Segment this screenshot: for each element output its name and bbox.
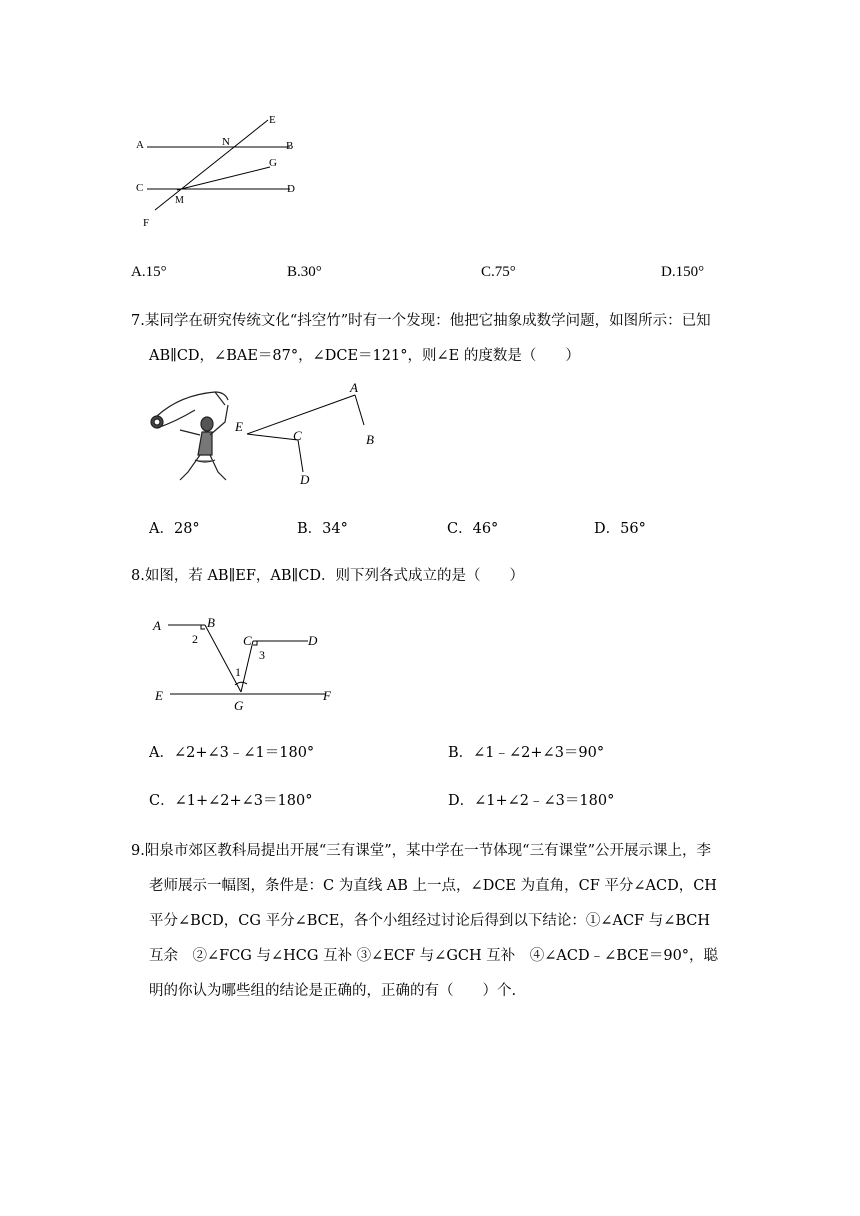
q7-option-b: B．34° <box>297 521 348 537</box>
q8-label-1: 1 <box>235 665 241 679</box>
q8-label-3: 3 <box>259 648 265 662</box>
q6-figure <box>125 110 315 235</box>
q8-figure <box>150 610 350 715</box>
q9-stem-line4: 互余 ②∠FCG 与∠HCG 互补 ③∠ECF 与∠GCH 互补 ④∠ACD﹣∠BCE＝90°，聪 <box>149 948 719 964</box>
q7-label-C: C <box>293 428 302 443</box>
kongzhu-dancer-illustration <box>151 392 228 480</box>
q8-label-A: A <box>153 618 161 633</box>
q7-option-c: C．46° <box>447 521 499 537</box>
q7-figure <box>140 380 390 495</box>
q9-stem-line2: 老师展示一幅图，条件是：C 为直线 AB 上一点，∠DCE 为直角，CF 平分∠ACD，CH <box>149 878 717 894</box>
q6-label-M: M <box>175 195 184 206</box>
q6-option-a: A.15° <box>131 264 167 280</box>
q7-option-d: D．56° <box>594 521 646 537</box>
q8-label-B: B <box>207 615 215 630</box>
q7-stem-line2: AB∥CD，∠BAE＝87°，∠DCE＝121°，则∠E 的度数是（ ） <box>149 348 580 364</box>
q6-label-N: N <box>222 136 230 148</box>
q7-label-B: B <box>366 432 374 447</box>
q6-label-G: G <box>269 157 277 169</box>
q8-label-F: F <box>323 688 331 703</box>
q7-stem <box>131 304 731 374</box>
q6-label-D: D <box>287 183 295 195</box>
q6-label-E: E <box>269 114 276 126</box>
q9-stem-line1: 9.阳泉市郊区教科局提出开展“三有课堂”，某中学在一节体现“三有课堂”公开展示课上，李 <box>131 843 711 859</box>
q8-option-b: B．∠1﹣∠2+∠3＝90° <box>448 745 605 761</box>
q7-label-A: A <box>350 380 358 395</box>
q7-label-D: D <box>300 472 310 487</box>
q6-label-C: C <box>136 182 144 194</box>
q7-stem-line1: 7.某同学在研究传统文化“抖空竹”时有一个发现：他把它抽象成数学问题，如图所示：已知 <box>131 313 711 329</box>
q8-option-d: D．∠1+∠2﹣∠3＝180° <box>448 793 615 809</box>
q9-stem-line3: 平分∠BCD，CG 平分∠BCE，各个小组经过讨论后得到以下结论：①∠ACF 与∠BCH <box>149 913 711 929</box>
q9-stem <box>131 834 731 1009</box>
q8-label-D: D <box>308 633 318 648</box>
q8-option-a: A．∠2+∠3﹣∠1＝180° <box>149 745 315 761</box>
q6-label-B: B <box>286 140 294 152</box>
q8-label-E: E <box>155 688 163 703</box>
q7-label-E: E <box>235 419 243 434</box>
q6-label-F: F <box>143 217 150 229</box>
q8-label-G: G <box>234 698 244 713</box>
q6-option-c: C.75° <box>481 264 516 280</box>
q6-option-d: D.150° <box>661 264 705 280</box>
q9-stem-line5: 明的你认为哪些组的结论是正确的，正确的有（ ）个. <box>149 983 517 999</box>
q6-label-A: A <box>136 139 144 151</box>
q8-stem: 8.如图，若 AB∥EF，AB∥CD．则下列各式成立的是（ ） <box>131 568 524 584</box>
q8-label-C: C <box>243 633 252 648</box>
q8-label-2: 2 <box>192 632 198 646</box>
q6-option-b: B.30° <box>287 264 322 280</box>
q8-option-c: C．∠1+∠2+∠3＝180° <box>149 793 313 809</box>
q7-option-a: A．28° <box>149 521 200 537</box>
